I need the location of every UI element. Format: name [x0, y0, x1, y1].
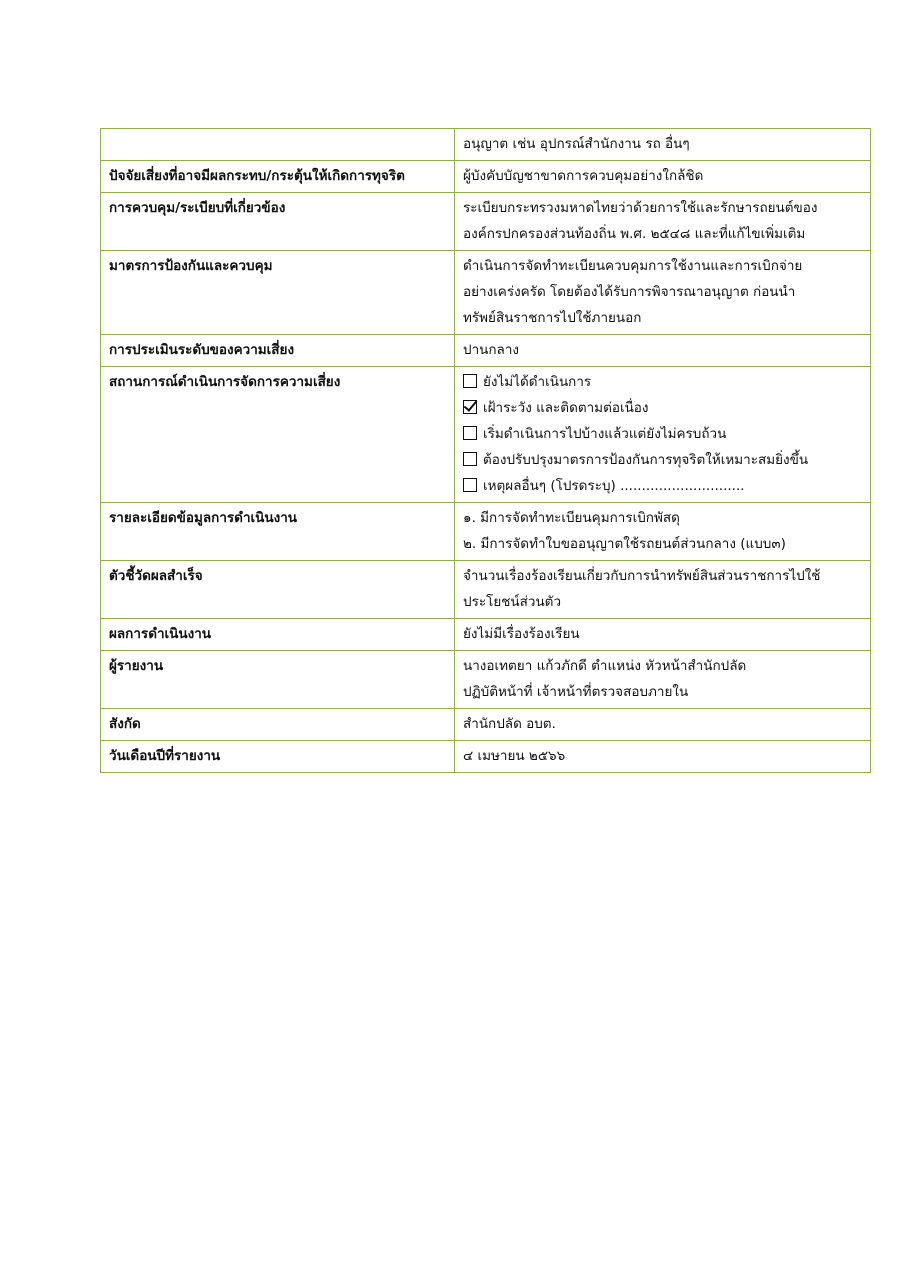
value-line: ประโยชน์ส่วนตัว [463, 594, 562, 610]
value-line: ดำเนินการจัดทำทะเบียนควบคุมการใช้งานและการเบิกจ่าย [463, 258, 803, 274]
row-label: สังกัด [101, 709, 455, 741]
value-line: อนุญาต เช่น อุปกรณ์สำนักงาน รถ อื่นๆ [463, 136, 690, 152]
table-row-report-date [101, 741, 871, 773]
status-option-improve[interactable] [463, 447, 862, 473]
value-line: ปานกลาง [463, 342, 519, 358]
row-value [455, 161, 871, 193]
row-label: การประเมินระดับของความเสี่ยง [101, 335, 455, 367]
option-label: เฝ้าระวัง และติดตามต่อเนื่อง [483, 400, 649, 416]
checkbox-checked-icon[interactable] [463, 400, 477, 414]
table-row-measures [101, 251, 871, 335]
option-label: เริ่มดำเนินการไปบ้างแล้วแต่ยังไม่ครบถ้วน [483, 426, 727, 442]
row-label: ปัจจัยเสี่ยงที่อาจมีผลกระทบ/กระตุ้นให้เกิดการทุจริต [101, 161, 455, 193]
row-value [455, 193, 871, 251]
value-line: ๒. มีการจัดทำใบขออนุญาตใช้รถยนต์ส่วนกลาง (แบบ๓) [463, 536, 786, 552]
row-value [455, 561, 871, 619]
value-line: ๔ เมษายน ๒๕๖๖ [463, 748, 566, 764]
table-row-reporter [101, 651, 871, 709]
row-value [455, 503, 871, 561]
row-value [455, 129, 871, 161]
row-value [455, 651, 871, 709]
row-value [455, 709, 871, 741]
checkbox-icon[interactable] [463, 478, 477, 492]
row-label: รายละเอียดข้อมูลการดำเนินงาน [101, 503, 455, 561]
checkbox-icon[interactable] [463, 452, 477, 466]
table-row-risk-status [101, 367, 871, 503]
value-line: ผู้บังคับบัญชาขาดการควบคุมอย่างใกล้ชิด [463, 168, 704, 184]
row-label: มาตรการป้องกันและควบคุม [101, 251, 455, 335]
value-line: สำนักปลัด อบต. [463, 716, 556, 732]
row-value [455, 251, 871, 335]
value-line: ยังไม่มีเรื่องร้องเรียน [463, 626, 580, 642]
table-row-risk-level [101, 335, 871, 367]
risk-report-table [100, 128, 871, 773]
table-row-indicator [101, 561, 871, 619]
row-label [101, 129, 455, 161]
row-value [455, 335, 871, 367]
option-label: ยังไม่ได้ดำเนินการ [483, 374, 592, 390]
checkbox-icon[interactable] [463, 426, 477, 440]
table-row-affiliation [101, 709, 871, 741]
row-label: วันเดือนปีที่รายงาน [101, 741, 455, 773]
row-value [455, 619, 871, 651]
row-label: สถานการณ์ดำเนินการจัดการความเสี่ยง [101, 367, 455, 503]
value-line: นางอเทตยา แก้วภักดี ตำแหน่ง หัวหน้าสำนักปลัด [463, 658, 747, 674]
row-label: ผู้รายงาน [101, 651, 455, 709]
option-label: เหตุผลอื่นๆ (โปรดระบุ) ............................. [483, 478, 745, 494]
status-option-other[interactable] [463, 473, 862, 499]
table-row-continuation [101, 129, 871, 161]
table-row-regulations [101, 193, 871, 251]
table-row-result [101, 619, 871, 651]
value-line: ระเบียบกระทรวงมหาดไทยว่าด้วยการใช้และรักษารถยนต์ของ [463, 200, 818, 216]
status-option-not-started[interactable] [463, 369, 862, 395]
row-label: การควบคุม/ระเบียบที่เกี่ยวข้อง [101, 193, 455, 251]
table-row-details [101, 503, 871, 561]
value-line: อย่างเคร่งครัด โดยต้องได้รับการพิจารณาอนุญาต ก่อนนำ [463, 284, 796, 300]
option-label: ต้องปรับปรุงมาตรการป้องกันการทุจริตให้เหมาะสมยิ่งขึ้น [483, 452, 809, 468]
value-line: ทรัพย์สินราชการไปใช้ภายนอก [463, 310, 642, 326]
value-line: องค์กรปกครองส่วนท้องถิ่น พ.ศ. ๒๕๔๘ และที่แก้ไขเพิ่มเติม [463, 226, 806, 242]
value-line: จำนวนเรื่องร้องเรียนเกี่ยวกับการนำทรัพย์สินส่วนราชการไปใช้ [463, 568, 821, 584]
row-value [455, 741, 871, 773]
status-options [455, 367, 871, 503]
status-option-partial[interactable] [463, 421, 862, 447]
status-option-monitoring[interactable] [463, 395, 862, 421]
row-label: ตัวชี้วัดผลสำเร็จ [101, 561, 455, 619]
value-line: ปฏิบัติหน้าที่ เจ้าหน้าที่ตรวจสอบภายใน [463, 684, 689, 700]
row-label: ผลการดำเนินงาน [101, 619, 455, 651]
checkbox-icon[interactable] [463, 374, 477, 388]
table-row-risk-factor [101, 161, 871, 193]
value-line: ๑. มีการจัดทำทะเบียนคุมการเบิกพัสดุ [463, 510, 680, 526]
